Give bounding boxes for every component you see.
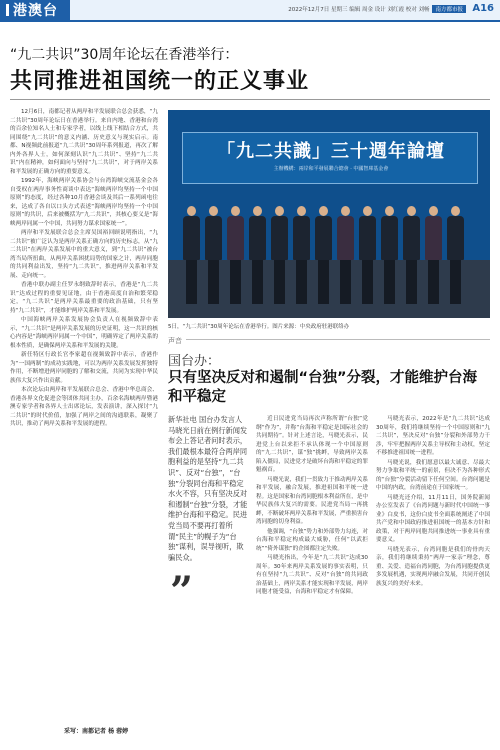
guest-figure <box>270 206 289 310</box>
commentary-paragraph: 他强调，“台独”势力和外部势力勾连，对台海和平稳定构成最大威胁，任何“以武拒统”“倚外谋独”的企图都注定失败。 <box>256 528 368 552</box>
article-paragraph: 两岸和平发展联合总会主席吴国裕回顾说明指出，“九二共识”被广泛认为是两岸关系正确方向的历史标志，从“九二共识”在两岸关系发展中的重大意义，到“九二共识”被台湾当局所扭曲，从两岸关系困扰局势的国家之计，两岸同胞的共同利益出发，坚持“九二共识”，推进两岸关系和平发展、走向统一。 <box>10 230 158 279</box>
article-paragraph: 本次论坛由两岸和平发展联合总会、香港中华总商会、香港各界文化促进会等团体共同主办，百余名海峡两岸暨港澳专家学者和各界人士出席论坛，发表演讲，深入探讨“九二共识”的时代价值，加强了两岸之间的沟通联系，凝聚了共识，推动了两岸关系和平发展的进程。 <box>10 387 158 427</box>
article-paragraph: 1992年，海峡两岸关系协会与台湾海峡交流基金会各自受权在两岸事务性商谈中表达“海峡两岸均坚持一个中国原则”的态度，经过各种10月香港会谈及其后一系列函电往来，达成了各自以口头方式表述“海峡两岸均坚持一个中国原则”的共识，后来被概括为“九二共识”，其核心要义是“海峡两岸同属一个中国，共同努力谋求国家统一”。 <box>10 178 158 227</box>
quote-mark-icon: ” <box>170 568 194 615</box>
guest-figure <box>446 206 465 310</box>
article-headline: 共同推进祖国统一的正义事业 <box>10 69 310 94</box>
commentary-paragraph: 马晓光说，我们愿意以最大诚意、尽最大努力争取和平统一的前景，但决不为各种形式的“台独”分裂活动留下任何空间。台湾问题是中国的内政，台湾前途在于国家统一。 <box>376 459 490 491</box>
commentary-paragraph: 马晓光指出，今年是“九二共识”达成30周年。30年来两岸关系发展的事实表明，只有在坚持“九二共识”、反对“台独”的共同政治基础上，两岸关系才能实现和平发展，两岸同胞才能受益，台海和平稳定才有保障。 <box>256 555 368 595</box>
commentary-title: 只有坚决反对和遏制“台独”分裂，才能维护台海和平稳定 <box>168 370 478 405</box>
commentary-paragraph: 近日民进党当局再次声称所谓“台独”党纲“作为”，并称“台海和平稳定是国际社会的共同期待”。针对上述言论，马晓光表示，民进党上台以来拒不承认体现一个中国原则的“九二共识”，谋“独”挑衅，导致两岸关系陷入僵局，民进党才是破坏台海和平稳定的罪魁祸首。 <box>256 416 368 473</box>
commentary-body-middle <box>256 415 368 598</box>
article-paragraph: 新任特区行政长官李家超在视频致辞中表示，香港作为“一国两制”的成功实践地，可以为两岸关系发展发挥独特作用，不断增进两岸同胞的了解和交流，共同为实现中华民族伟大复兴作出贡献。 <box>10 352 158 384</box>
page-header <box>0 0 500 22</box>
commentary-tag: 声音 <box>168 337 182 345</box>
article-kicker: “九二共识”30周年论坛在香港举行： <box>10 47 239 63</box>
commentary-label: 国台办： <box>168 354 221 369</box>
section-tag <box>0 0 70 22</box>
commentary-body-right <box>376 415 490 589</box>
guest-figure <box>226 206 245 310</box>
article-body <box>10 108 158 430</box>
guests-group <box>182 206 482 310</box>
issue-meta: 2022年12月7日 星期三 编辑 周金 设计 刘红霞 校对 刘畅 南方都市报 <box>288 5 466 13</box>
article-paragraph: 中国海峡两岸关系发展协会负责人在视频致辞中表示，“九二共识”是两岸关系发展的历史证明，这一共识的核心内容是“海峡两岸同属一个中国”，明确界定了两岸关系的根本性质，是确保两岸关系和平发展的关键。 <box>10 317 158 349</box>
commentary-paragraph: 马晓光还介绍，11月11日，国务院新闻办公室发表了《台湾问题与新时代中国统一事业》白皮书，这份白皮书全面系统阐述了中国共产党和中国政府推进祖国统一的基本方针和政策，对于两岸同胞共同推进统一事业具有重要意义。 <box>376 494 490 543</box>
photo-caption: 5日，“九二共识”30周年论坛在香港举行。图片来源：中央政府驻港联络办 <box>168 324 350 330</box>
commentary-divider <box>186 339 490 340</box>
commentary-paragraph: 马晓光说，我们一贯致力于推动两岸关系和平发展，融合发展，推进祖国和平统一进程。这是国家和台湾同胞根本利益所在，是中华民族伟大复兴的需要。民进党当局一再挑衅，不断破坏两岸关系和平发展，严重损害台湾同胞的切身利益。 <box>256 476 368 525</box>
article-paragraph: 香港中联办副主任罗永纲致辞时表示，香港是“九二共识”达成过程的重要见证地，由于香港高度自治和繁荣稳定，“九二共识”是两岸关系最重要的政治基础，只有坚持“九二共识”，才能维护两岸关系和平发展。 <box>10 282 158 314</box>
forum-photo <box>168 110 490 318</box>
commentary-paragraph: 马晓光表示，台湾同胞是我们的骨肉天亲，我们将继续秉持“两岸一家亲”理念，尊重、关爱、造福台湾同胞，为台湾同胞提供更多发展机遇，实现两岸融合发展，共同开创民族复兴的美好未来。 <box>376 546 490 587</box>
commentary-lead: 新华社电 国台办发言人马晓光日前在例行新闻发布会上答记者问时表示，我们最根本最符合两岸同胞利益的是坚持“九二共识”、反对“台独”，“台独”分裂同台海和平稳定水火不容，只有坚决反对和遏制“台独”分裂，才能维护台海和平稳定。民进党当局不要再打着所谓“民主”的幌子为“台独”谋利，误导视听，欺骗民众。 <box>168 415 248 562</box>
banner-subtitle: 主辦機構：兩岸和平發展聯合總會 · 中國智庫基金會 <box>273 166 389 172</box>
forum-banner <box>182 132 478 184</box>
guest-figure <box>380 206 399 310</box>
commentary-paragraph: 马晓光表示，2022年是“九二共识”达成30周年，我们将继续坚持一个中国原则和“九二共识”，坚决反对“台独”分裂和外部势力干涉，牢牢把握两岸关系主导权和主动权，坚定不移推进祖国统一进程。 <box>376 416 490 456</box>
guest-figure <box>424 206 443 310</box>
article-paragraph: 12月6日，南都记者从两岸和平发展联合总会获悉，“九二共识”30周年论坛日在香港举行。来自内地、香港和台湾的百余位知名人士和专家学者，以线上线下相结合方式，共同围绕“九二共识”的意义内涵、历史意义与现实启示。南都、N视频此前报道“九二共识”30周年系列报道，再次了解内外各界人士，如何深刻认识“九二共识”、坚持“九二共识”内在精神，如何面向与坚持“九二共识”，对于两岸关系和平发展的正确方向的重要意义。 <box>10 109 158 175</box>
guest-figure <box>314 206 333 310</box>
guest-figure <box>292 206 311 310</box>
headline-divider <box>10 99 490 100</box>
meta-pill: 南方都市报 <box>432 5 466 13</box>
section-name: 港澳台 <box>13 3 58 19</box>
page-number: A16 <box>472 3 494 14</box>
guest-figure <box>182 206 201 310</box>
guest-figure <box>402 206 421 310</box>
article-byline: 采写：南都记者 杨 蓉婷 <box>64 728 129 735</box>
guest-figure <box>336 206 355 310</box>
banner-title: 「九二共識」三十週年論壇 <box>217 141 445 162</box>
guest-figure <box>204 206 223 310</box>
guest-figure <box>248 206 267 310</box>
guest-figure <box>358 206 377 310</box>
